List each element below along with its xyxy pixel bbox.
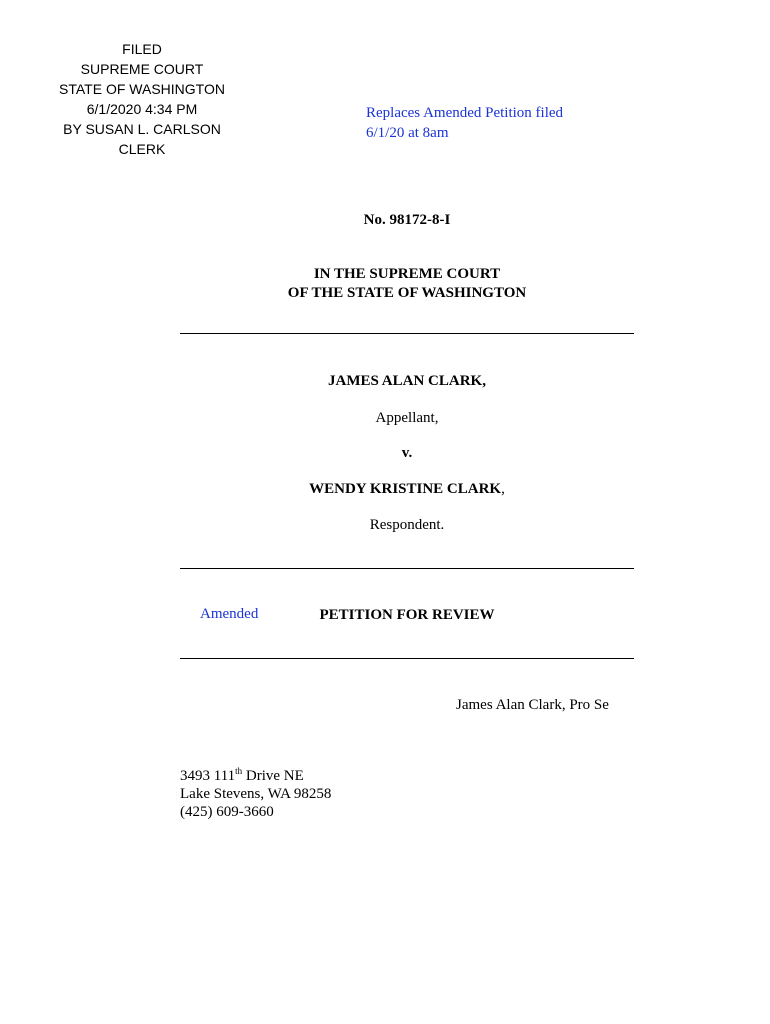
address-phone: (425) 609-3660	[180, 804, 274, 820]
case-number: No. 98172-8-I	[363, 212, 451, 228]
respondent-comma: ,	[501, 481, 505, 497]
replaces-annotation	[366, 103, 563, 143]
stamp-line-state: STATE OF WASHINGTON	[59, 81, 225, 97]
stamp-line-clerk: CLERK	[118, 141, 166, 157]
amended-annotation: Amended	[200, 606, 259, 622]
appellant-name: JAMES ALAN CLARK,	[328, 373, 486, 389]
replaces-line-2: 6/1/20 at 8am	[366, 125, 449, 141]
address-block	[180, 767, 331, 821]
court-line-1: IN THE SUPREME COURT	[313, 266, 501, 282]
respondent-name: WENDY KRISTINE CLARK	[309, 481, 502, 497]
court-heading	[180, 265, 634, 303]
filing-stamp	[28, 39, 256, 159]
author-line: James Alan Clark, Pro Se	[456, 697, 609, 713]
street-name: Drive NE	[242, 768, 304, 784]
stamp-line-datetime: 6/1/2020 4:34 PM	[86, 101, 198, 117]
document-title: PETITION FOR REVIEW	[319, 607, 495, 623]
stamp-line-by: BY SUSAN L. CARLSON	[63, 121, 221, 137]
versus: v.	[401, 445, 413, 461]
divider-rule	[180, 658, 634, 659]
replaces-line-1: Replaces Amended Petition filed	[366, 105, 564, 121]
street-ordinal: th	[235, 766, 243, 776]
address-city: Lake Stevens, WA 98258	[180, 786, 332, 802]
respondent-name-line	[180, 481, 634, 498]
divider-rule	[180, 568, 634, 569]
court-line-2: OF THE STATE OF WASHINGTON	[287, 285, 527, 301]
street-number: 3493 111	[180, 768, 236, 784]
respondent-role: Respondent.	[369, 517, 445, 533]
stamp-line-court: SUPREME COURT	[80, 61, 204, 77]
divider-rule	[180, 333, 634, 334]
stamp-line-filed: FILED	[122, 41, 162, 57]
address-street	[180, 767, 331, 785]
appellant-role: Appellant,	[375, 410, 439, 426]
